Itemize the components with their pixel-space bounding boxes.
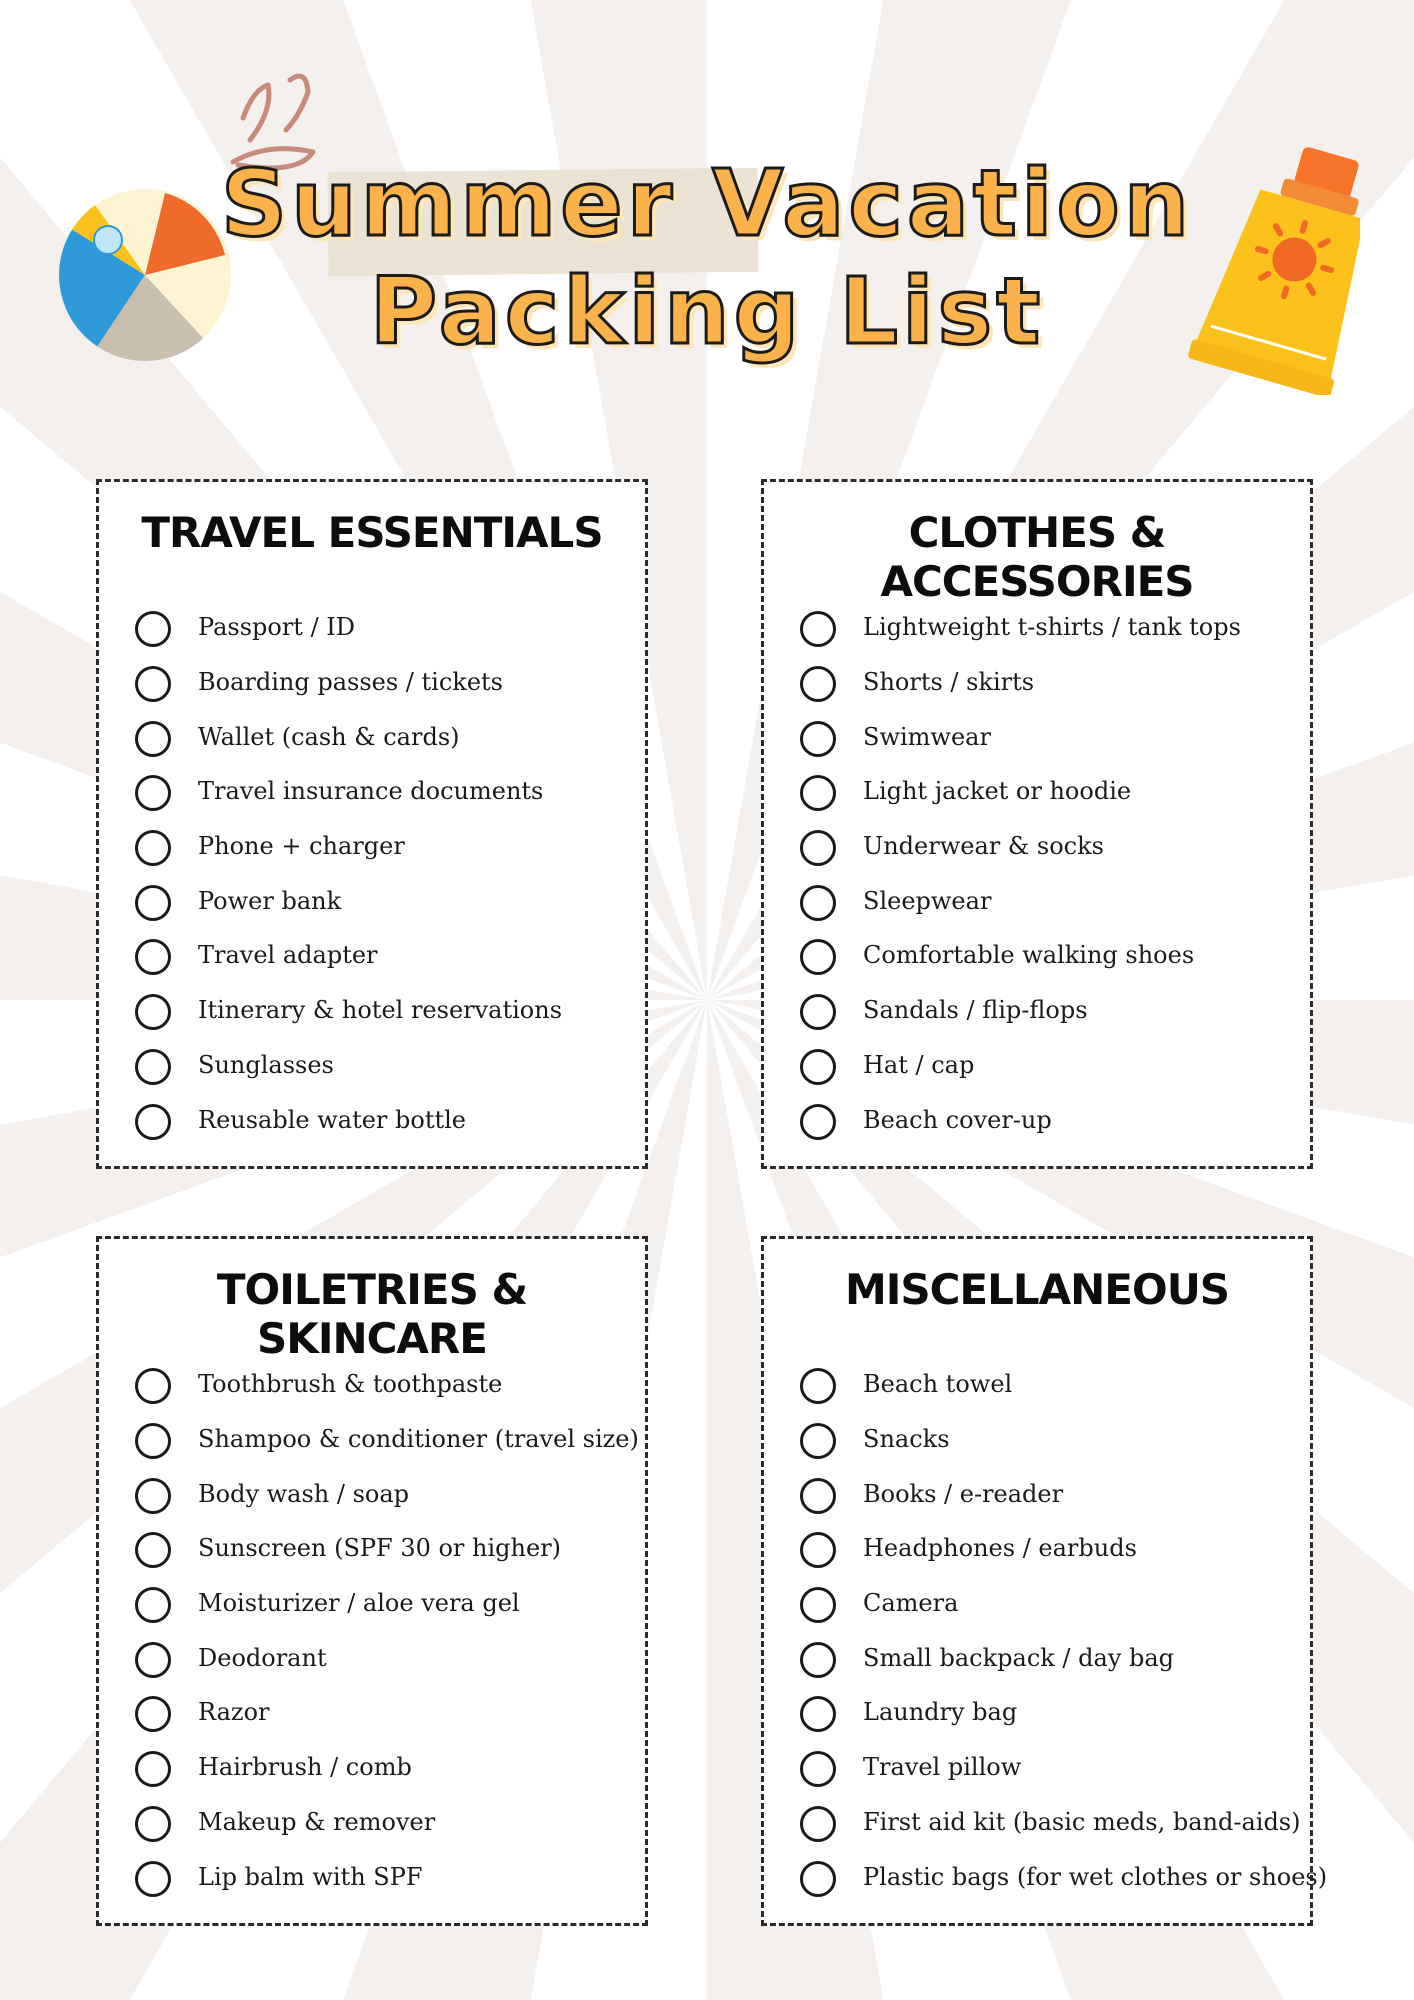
checklist-item-label: Hat / cap (863, 1050, 975, 1079)
checklist-item[interactable] (135, 764, 562, 819)
checkbox-circle[interactable] (800, 1423, 836, 1459)
checkbox-circle[interactable] (135, 1104, 171, 1140)
checkbox-circle[interactable] (135, 1368, 171, 1404)
checkbox-circle[interactable] (800, 1049, 836, 1085)
checklist-item-label: Sunscreen (SPF 30 or higher) (198, 1534, 562, 1563)
checklist-item[interactable] (800, 1795, 1327, 1850)
checklist (135, 1357, 639, 1904)
checklist-item-label: Lightweight t-shirts / tank tops (863, 613, 1241, 642)
checkbox-circle[interactable] (135, 1423, 171, 1459)
checklist-item-label: Sunglasses (198, 1050, 334, 1079)
checklist-item[interactable] (800, 1092, 1241, 1147)
checkbox-circle[interactable] (135, 1696, 171, 1732)
checklist-item[interactable] (800, 1521, 1327, 1576)
checklist-item-label: Plastic bags (for wet clothes or shoes) (863, 1862, 1328, 1891)
checklist-item-label: Headphones / earbuds (863, 1534, 1137, 1563)
checkbox-circle[interactable] (800, 1642, 836, 1678)
checkbox-circle[interactable] (135, 1806, 171, 1842)
checklist-item[interactable] (135, 1576, 639, 1631)
checklist-item-label: Beach cover-up (863, 1105, 1052, 1134)
checklist-item-label: Boarding passes / tickets (198, 668, 503, 697)
checklist-item[interactable] (135, 928, 562, 983)
checklist-item-label: Wallet (cash & cards) (198, 722, 460, 751)
checklist-item-label: Shampoo & conditioner (travel size) (198, 1425, 639, 1454)
checkbox-circle[interactable] (135, 1049, 171, 1085)
checkbox-circle[interactable] (135, 1587, 171, 1623)
checklist-item-label: Travel pillow (863, 1753, 1022, 1782)
checkbox-circle[interactable] (800, 1478, 836, 1514)
checkbox-circle[interactable] (800, 1532, 836, 1568)
checkbox-circle[interactable] (800, 885, 836, 921)
checklist-item-label: Power bank (198, 886, 342, 915)
checklist-item[interactable] (135, 1357, 639, 1412)
section-travel-essentials (96, 479, 648, 1169)
checklist-item-label: Makeup & remover (198, 1807, 436, 1836)
checkbox-circle[interactable] (135, 994, 171, 1030)
title-line-2: Packing List (369, 258, 1045, 365)
checklist-item-label: Sandals / flip-flops (863, 996, 1088, 1025)
checklist-item[interactable] (135, 1685, 639, 1740)
checklist-item[interactable] (800, 709, 1241, 764)
checkbox-circle[interactable] (800, 1806, 836, 1842)
checklist-item-label: Phone + charger (198, 832, 405, 861)
checkbox-circle[interactable] (800, 775, 836, 811)
checkbox-circle[interactable] (135, 1478, 171, 1514)
checklist-item[interactable] (135, 1038, 562, 1093)
checkbox-circle[interactable] (800, 1696, 836, 1732)
checkbox-circle[interactable] (800, 939, 836, 975)
section-title: TOILETRIES & SKINCARE (216, 1265, 528, 1363)
section-toiletries-skincare (96, 1236, 648, 1926)
checklist-item-label: Books / e-reader (863, 1479, 1064, 1508)
section-clothes-accessories (761, 479, 1313, 1169)
checklist-item-label: Beach towel (863, 1370, 1013, 1399)
checkbox-circle[interactable] (135, 666, 171, 702)
checklist-item[interactable] (135, 1630, 639, 1685)
checklist-item[interactable] (800, 1685, 1327, 1740)
checklist-item-label: Snacks (863, 1425, 950, 1454)
checklist (800, 1357, 1327, 1904)
checklist-item[interactable] (800, 873, 1241, 928)
checklist-item-label: Travel insurance documents (198, 777, 544, 806)
checklist-item[interactable] (135, 1849, 639, 1904)
checklist-item-label: Camera (863, 1589, 959, 1618)
checklist-item-label: Itinerary & hotel reservations (198, 996, 563, 1025)
checklist-item[interactable] (135, 983, 562, 1038)
checklist-item-label: Comfortable walking shoes (863, 941, 1195, 970)
checklist-item-label: Travel adapter (198, 941, 378, 970)
checklist-item-label: Sleepwear (863, 886, 992, 915)
checkbox-circle[interactable] (135, 1751, 171, 1787)
checkbox-circle[interactable] (135, 775, 171, 811)
checklist-item[interactable] (800, 1630, 1327, 1685)
checklist-item[interactable] (800, 1412, 1327, 1467)
checklist-item[interactable] (800, 819, 1241, 874)
checklist-item-label: Passport / ID (198, 613, 356, 642)
checklist-item-label: Razor (198, 1698, 270, 1727)
checkbox-circle[interactable] (800, 830, 836, 866)
checklist-item-label: Hairbrush / comb (198, 1753, 412, 1782)
checkbox-circle[interactable] (135, 1861, 171, 1897)
checklist-item[interactable] (800, 1466, 1327, 1521)
title-line-1: Summer Vacation (220, 150, 1194, 257)
checklist-item[interactable] (135, 819, 562, 874)
section-title: CLOTHES & ACCESSORIES (880, 508, 1194, 606)
checkbox-circle[interactable] (135, 1642, 171, 1678)
checklist-item[interactable] (800, 928, 1241, 983)
checklist-item[interactable] (135, 1466, 639, 1521)
checkbox-circle[interactable] (800, 1587, 836, 1623)
checklist-item-label: Laundry bag (863, 1698, 1018, 1727)
checklist-item-label: Body wash / soap (198, 1479, 410, 1508)
checklist-item-label: Underwear & socks (863, 832, 1104, 861)
checkbox-circle[interactable] (135, 939, 171, 975)
checkbox-circle[interactable] (800, 994, 836, 1030)
checkbox-circle[interactable] (800, 1751, 836, 1787)
checklist-item-label: Swimwear (863, 722, 991, 751)
checklist (135, 600, 562, 1147)
checklist-item-label: Deodorant (198, 1643, 327, 1672)
checkbox-circle[interactable] (135, 885, 171, 921)
checklist-item-label: Lip balm with SPF (198, 1862, 423, 1891)
checklist-item[interactable] (800, 983, 1241, 1038)
checklist-item[interactable] (800, 1357, 1327, 1412)
checklist-item-label: Shorts / skirts (863, 668, 1035, 697)
section-title: MISCELLANEOUS (844, 1265, 1230, 1314)
checkbox-circle[interactable] (800, 1368, 836, 1404)
checklist-item[interactable] (135, 600, 562, 655)
checklist-item[interactable] (800, 1740, 1327, 1795)
checklist-item[interactable] (800, 600, 1241, 655)
checklist-item[interactable] (135, 709, 562, 764)
checklist-item-label: Small backpack / day bag (863, 1643, 1175, 1672)
checklist-item[interactable] (800, 655, 1241, 710)
checklist-item[interactable] (800, 1038, 1241, 1093)
checkbox-circle[interactable] (135, 1532, 171, 1568)
checklist-item-label: Light jacket or hoodie (863, 777, 1132, 806)
checklist (800, 600, 1241, 1147)
checklist-item[interactable] (135, 1412, 639, 1467)
checkbox-circle[interactable] (135, 611, 171, 647)
checkbox-circle[interactable] (800, 1104, 836, 1140)
checklist-item[interactable] (135, 1092, 562, 1147)
page-title (0, 150, 1414, 366)
checklist-item-label: Moisturizer / aloe vera gel (198, 1589, 520, 1618)
checklist-item[interactable] (800, 1849, 1327, 1904)
checklist-item[interactable] (135, 873, 562, 928)
checkbox-circle[interactable] (135, 830, 171, 866)
checklist-item[interactable] (135, 1795, 639, 1850)
section-miscellaneous (761, 1236, 1328, 1926)
checkbox-circle[interactable] (800, 666, 836, 702)
checklist-item[interactable] (800, 764, 1241, 819)
checklist-item[interactable] (135, 655, 562, 710)
checkbox-circle[interactable] (800, 611, 836, 647)
checklist-item[interactable] (800, 1576, 1327, 1631)
checklist-item-label: Toothbrush & toothpaste (198, 1370, 503, 1399)
checklist-item-label: First aid kit (basic meds, band-aids) (863, 1807, 1301, 1836)
checklist-item[interactable] (135, 1521, 639, 1576)
checkbox-circle[interactable] (135, 721, 171, 757)
checkbox-circle[interactable] (800, 1861, 836, 1897)
checklist-item-label: Reusable water bottle (198, 1105, 467, 1134)
section-title: TRAVEL ESSENTIALS (141, 508, 603, 557)
checkbox-circle[interactable] (800, 721, 836, 757)
checklist-item[interactable] (135, 1740, 639, 1795)
